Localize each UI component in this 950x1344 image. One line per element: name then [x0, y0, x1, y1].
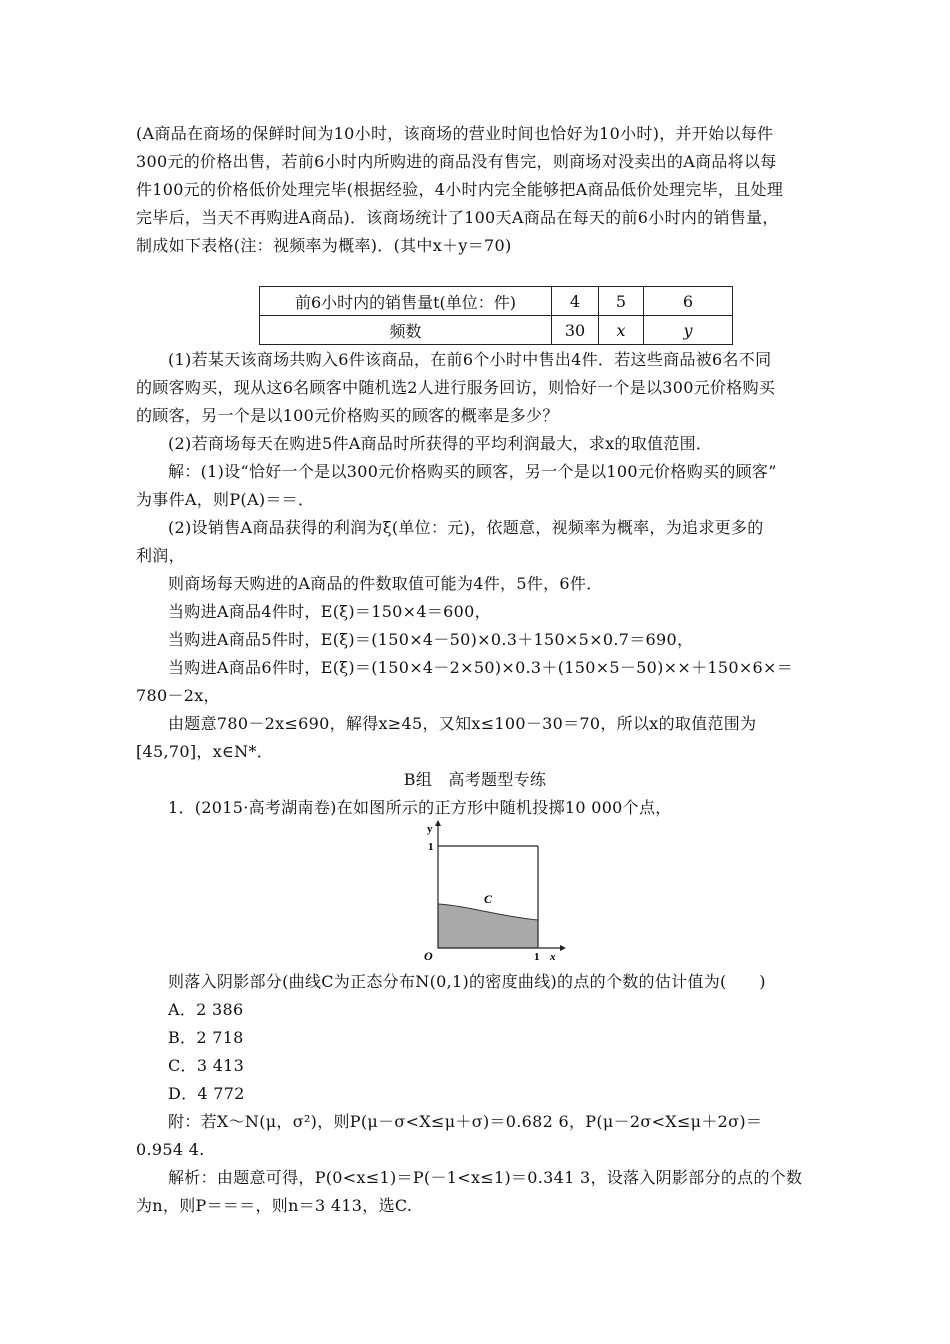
question-1-line: 的顾客购买，现从这6名顾客中随机选2人进行服务回访，则恰好一个是以300元价格购买: [136, 378, 776, 397]
intro-line: 300元的价格出售，若前6小时内所购进的商品没有售完，则商场对没卖出的A商品将以每: [136, 152, 777, 171]
option-c: C．3 413: [168, 1056, 245, 1075]
intro-line: 制成如下表格(注：视频率为概率)．(其中x＋y＝70): [136, 236, 512, 255]
question-text: 则落入阴影部分(曲线C为正态分布N(0,1)的密度曲线)的点的个数的估计值为( ): [168, 972, 766, 991]
solution-line: (2)设销售A商品获得的利润为ξ(单位：元)，依题意，视频率为概率，为追求更多的: [168, 518, 764, 537]
x-axis-label: x: [550, 951, 556, 963]
solution-line: [45,70]，x∈N*．: [136, 742, 274, 761]
table-cell: y: [644, 316, 733, 345]
appendix-line: 0.954 4.: [136, 1140, 205, 1159]
table-row: [260, 316, 733, 345]
solution-line: 利润，: [136, 546, 185, 565]
solution-line: 为事件A，则P(A)＝＝．: [136, 490, 315, 509]
question-1-line: (1)若某天该商场共购入6件该商品，在前6个小时中售出4件．若这些商品被6名不同: [168, 350, 772, 369]
option-b: B．2 718: [168, 1028, 244, 1047]
table-cell: 频数: [260, 316, 552, 345]
solution-line: 当购进A商品4件时，E(ξ)＝150×4＝600，: [168, 602, 491, 621]
solution-line: 解：(1)设“恰好一个是以300元价格购买的顾客，另一个是以100元价格购买的顾客”: [168, 462, 777, 481]
table-cell: 4: [552, 287, 599, 316]
intro-line: 件100元的价格低价处理完毕(根据经验，4小时内完全能够把A商品低价处理完毕，且处理: [136, 180, 784, 199]
solution-line: 当购进A商品5件时，E(ξ)＝(150×4－50)×0.3＋150×5×0.7＝690，: [168, 630, 694, 649]
appendix-line: 附：若X～N(μ，σ²)，则P(μ－σ<X≤μ＋σ)＝0.682 6，P(μ－2σ<X≤μ＋2σ)＝: [168, 1112, 763, 1131]
table-cell: 5: [599, 287, 644, 316]
curve-label: C: [484, 892, 493, 906]
solution-line: 由题意780－2x≤690，解得x≥45，又知x≤100－30＝70，所以x的取值范围为: [168, 714, 757, 733]
analysis-line: 解析：由题意可得，P(0<x≤1)＝P(－1<x≤1)＝0.341 3，设落入阴影部分的点的个数: [168, 1168, 803, 1187]
table-cell: 6: [644, 287, 733, 316]
question-1-line: 的顾客，另一个是以100元价格购买的顾客的概率是多少？: [136, 406, 559, 425]
sales-table: [259, 286, 733, 345]
solution-line: 则商场每天购进的A商品的件数取值可能为4件，5件，6件．: [168, 574, 603, 593]
normal-curve-figure: [418, 818, 568, 968]
intro-line: 完毕后，当天不再购进A商品)．该商场统计了100天A商品在每天的前6小时内的销售量，: [136, 208, 779, 227]
solution-line: 当购进A商品6件时，E(ξ)＝(150×4－2×50)×0.3＋(150×5－50)××＋150×6×＝: [168, 658, 794, 677]
table-cell: x: [599, 316, 644, 345]
problem-1: 1．(2015·高考湖南卷)在如图所示的正方形中随机投掷10 000个点，: [168, 798, 672, 817]
table-cell: 前6小时内的销售量t(单位：件): [260, 287, 552, 316]
origin-label: O: [424, 949, 433, 963]
intro-line: (A商品在商场的保鲜时间为10小时，该商场的营业时间也恰好为10小时)，并开始以每件: [136, 124, 774, 143]
section-title: B组 高考题型专练: [403, 770, 547, 789]
x-tick-label: 1: [534, 951, 540, 963]
solution-line: 780－2x，: [136, 686, 220, 705]
option-d: D．4 772: [168, 1084, 245, 1103]
analysis-line: 为n，则P＝＝＝，则n＝3 413，选C.: [136, 1196, 413, 1215]
table-row: [260, 287, 733, 316]
x-arrow-icon: [560, 945, 566, 951]
y-arrow-icon: [435, 820, 441, 826]
table-cell: 30: [552, 316, 599, 345]
y-tick-label: 1: [428, 841, 434, 853]
option-a: A．2 386: [168, 1000, 244, 1019]
shaded-region: [438, 904, 538, 948]
question-2: (2)若商场每天在购进5件A商品时所获得的平均利润最大，求x的取值范围．: [168, 434, 713, 453]
y-axis-label: y: [427, 823, 433, 835]
